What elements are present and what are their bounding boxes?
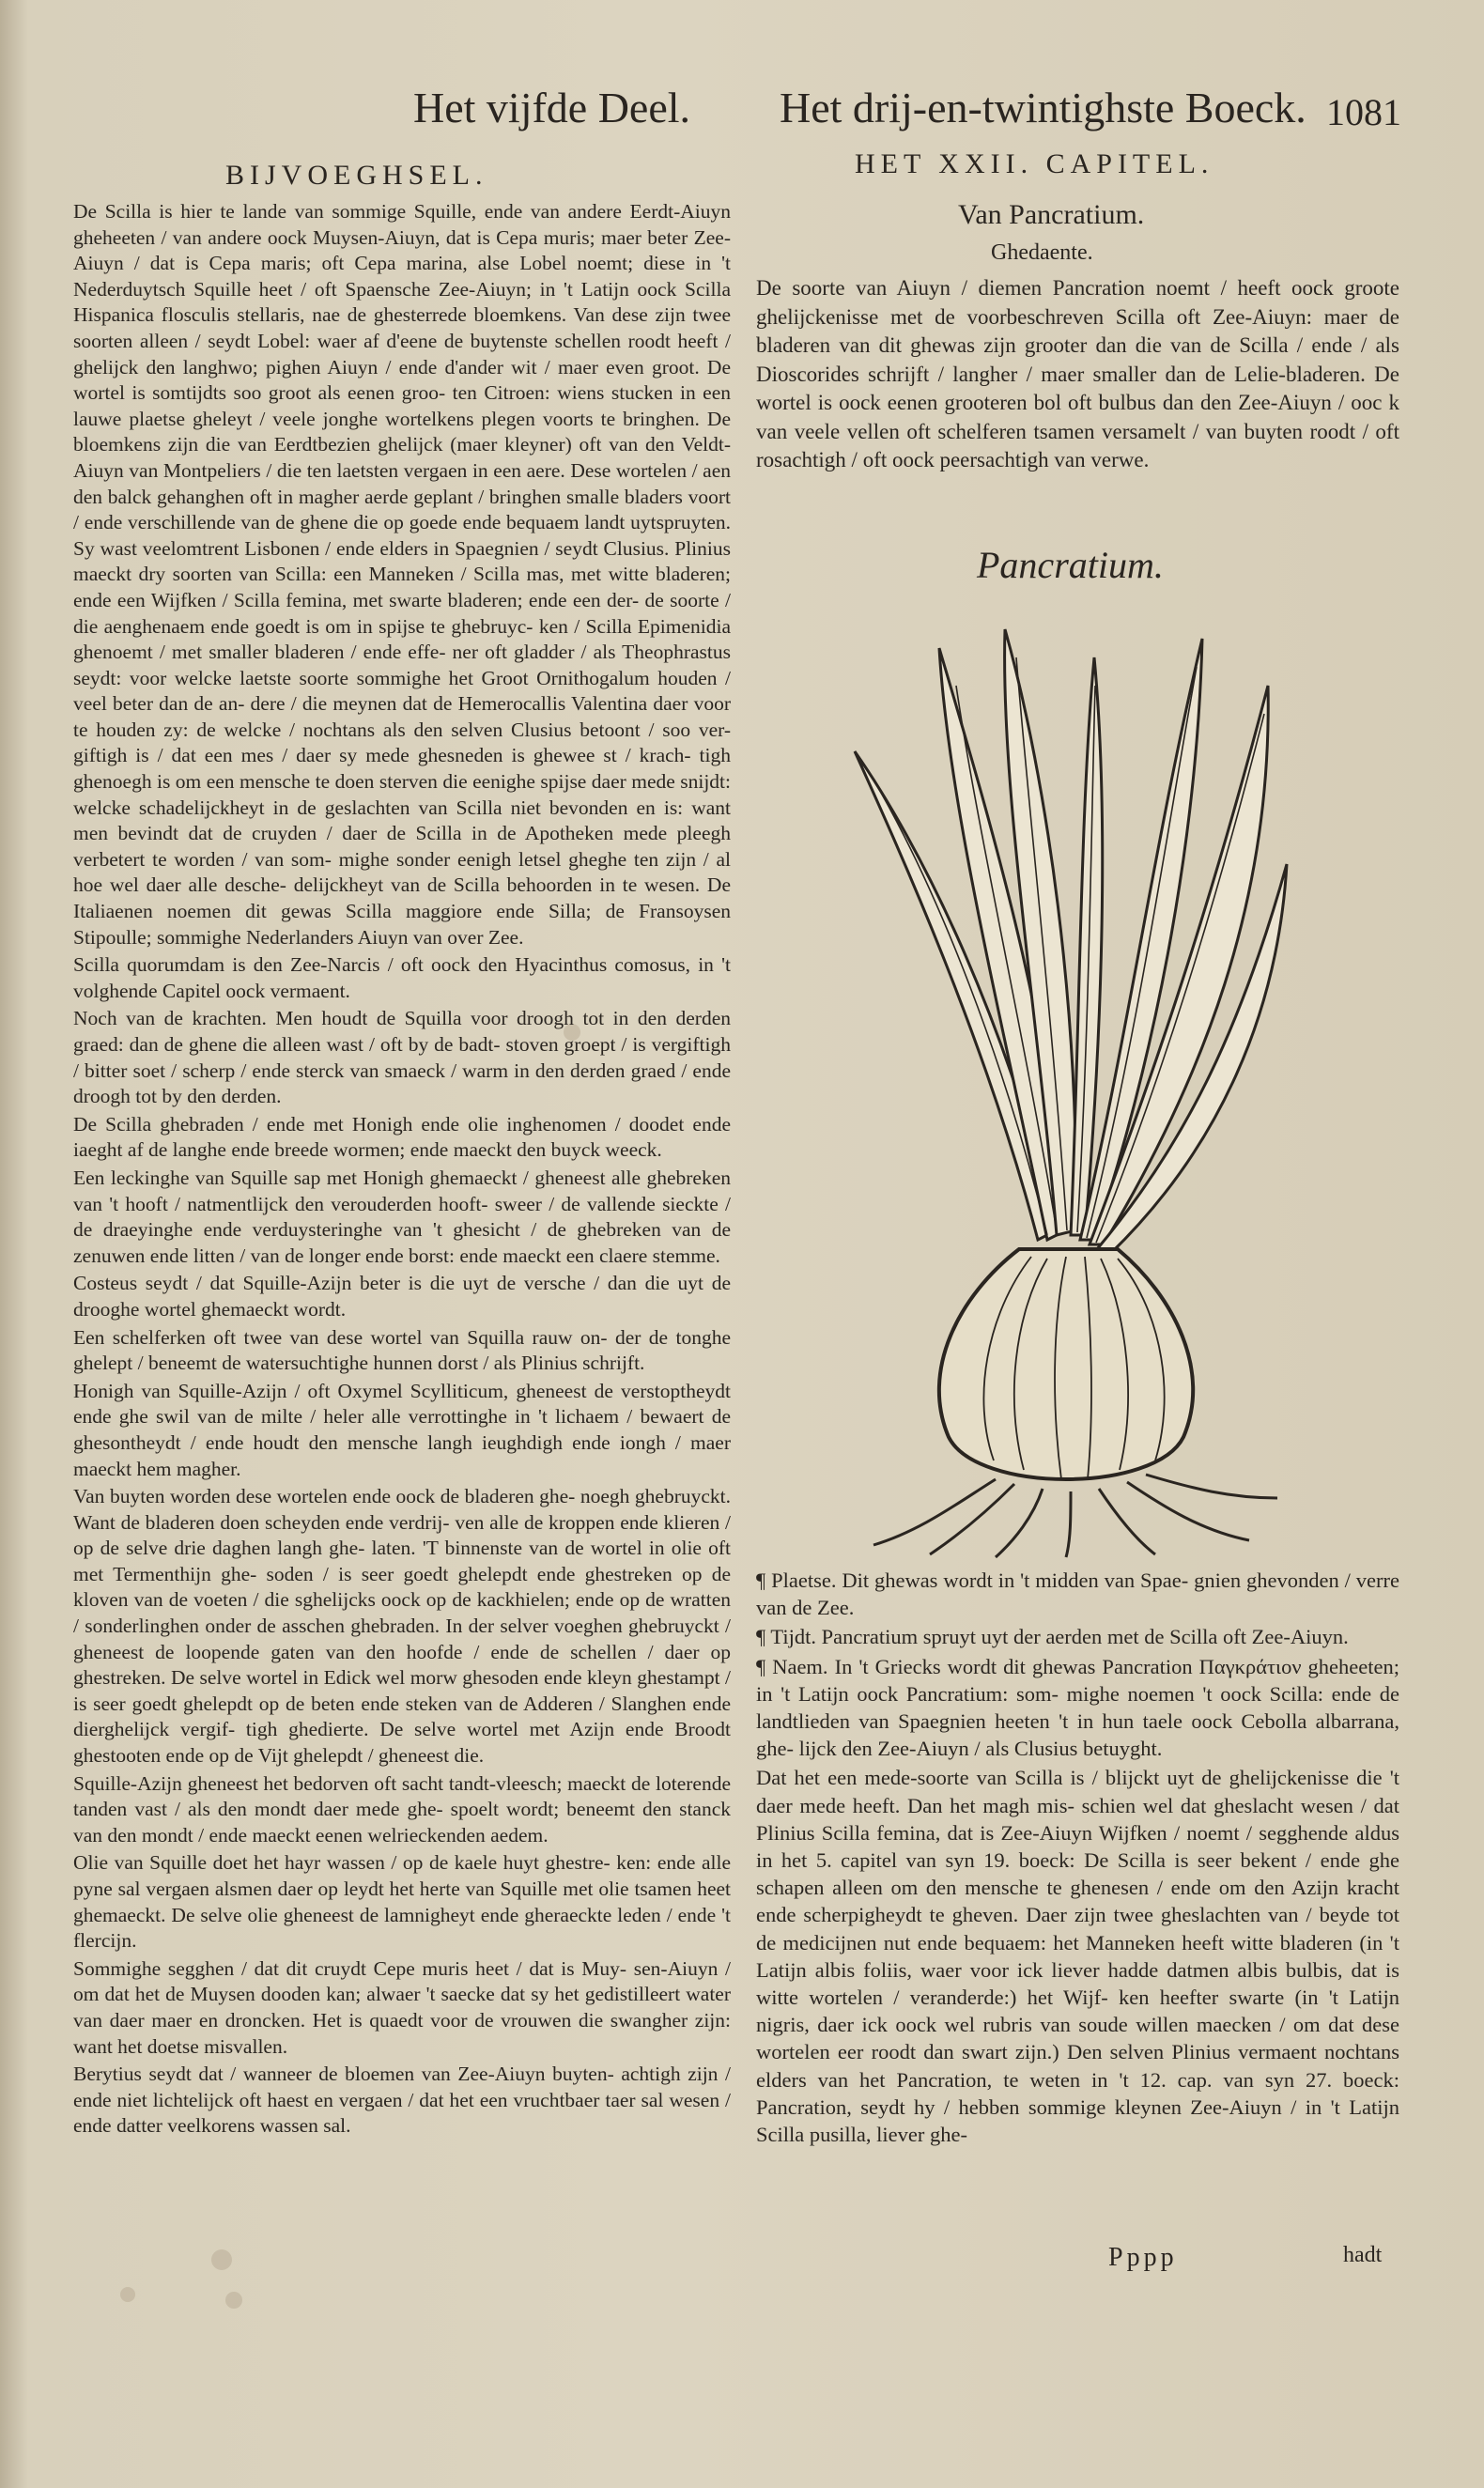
paragraph: Costeus seydt / dat Squille-Azijn beter is die uyt de versche / dan die uyt de drooghe wortel ghemaeckt wordt. xyxy=(73,1272,731,1321)
foxing-stain xyxy=(225,2292,242,2309)
paragraph: De Scilla ghebraden / ende met Honigh ende olie inghenomen / doodet ende iaeght af de langhe ende breede wormen; ende maeckt den buyck weeck. xyxy=(73,1112,731,1162)
section-heading: Ghedaente. xyxy=(991,240,1093,265)
illustration-caption: Pancratium. xyxy=(977,544,1164,586)
paragraph: Squille-Azijn gheneest het bedorven oft sacht tandt-vleesch; maeckt de loterende tanden vast / als den mondt daer mede ghe- spoelt wordt; beneemt den stanck van den mondt / ende maeckt eenen welrieckenden aedem. xyxy=(73,1771,731,1847)
paragraph: Een leckinghe van Squille sap met Honigh ghemaeckt / gheneest alle ghebreken van 't hooft / natmentlijck den verouderden hooft- sweer / de vallende sieckte / de draeyinghe ende verduysteringhe van 't ghesicht / de ghebreken van de zenuwen ende litten / van de longer ende borst: ende maeckt een claere stemme. xyxy=(73,1166,731,1267)
paragraph: ¶ Tijdt. Pancratium spruyt uyt der aerden met de Scilla oft Zee-Aiuyn. xyxy=(756,1625,1349,1649)
left-column-text xyxy=(73,199,731,2141)
foxing-stain xyxy=(120,2287,135,2302)
right-column-text xyxy=(756,1567,1399,2150)
paragraph: ¶ Naem. In 't Griecks wordt dit ghewas Pancration Παγκράτιον gheheeten; in 't Latijn oock Pancratium: som- mighe noemen 't oock Scilla: ende de landtlieden van Spaegnien heeten 't in hun taele oock Cebolla albarrana, ghe- lijck den Zee-Aiuyn / als Clusius betuyght. xyxy=(756,1654,1399,1761)
page-number: 1081 xyxy=(1326,91,1401,133)
description-paragraph: De soorte van Aiuyn / diemen Pancration noemt / heeft oock groote ghelijckenisse met de voorbeschreven Scilla oft Zee-Aiuyn: maer de bladeren van dit ghewas zijn grooter dan die van de Scilla / ende / als Dioscorides schrijft / langher / maer smaller dan de Lelie-bladeren. De wortel is oock eenen grooteren bol oft bulbus dan den Zee-Aiuyn / ooc k van veele vellen oft schelferen tsamen versamelt / van buyten roodt / oft rosachtigh / oft oock peersachtigh van verwe. xyxy=(756,276,1399,471)
signature-mark: Pppp xyxy=(1108,2243,1178,2272)
paragraph: Noch van de krachten. Men houdt de Squilla voor droogh tot in den derden graed: dan de ghene die alleen wast / oft by de badt- stoven groept / is vergiftigh / bitter soet / scherp / ende sterck van smaeck / warm in den derden graed / ende droogh tot by den derden. xyxy=(73,1007,731,1108)
paragraph: Olie van Squille doet het hayr wassen / op de kaele huyt ghestre- ken: ende alle pyne sal vergaen alsmen daer op leydt het herte van Squille met olie tsamen heet ghemaeckt. De selve olie gheneest de lamnigheyt ende gheraeckte leden / ende 't flercijn. xyxy=(73,1851,731,1953)
paragraph: Berytius seydt dat / wanneer de bloemen van Zee-Aiuyn buyten- achtigh zijn / ende niet lichtelijck oft haest en vergaen / dat het een vruchtbaer taer sal wesen / ende datter veelkorens wassen sal. xyxy=(73,2063,731,2138)
description-text xyxy=(756,274,1399,477)
running-header-left: Het vijfde Deel. xyxy=(413,84,691,131)
paragraph: Honigh van Squille-Azijn / oft Oxymel Scylliticum, gheneest de verstoptheydt ende ghe swil van de milte / heler alle verrottinghe in 't lichaem / bewaert de ghesontheydt / ende houdt den mensche langh ieughdigh ende iongh / maer maeckt hem magher. xyxy=(73,1379,731,1480)
chapter-title: HET XXII. CAPITEL. xyxy=(855,148,1214,179)
catchword: hadt xyxy=(1343,2243,1383,2267)
paragraph: ¶ Plaetse. Dit ghewas wordt in 't midden van Spae- gnien ghevonden / verre van de Zee. xyxy=(756,1569,1399,1620)
paragraph: De Scilla is hier te lande van sommige Squille, ende van andere Eerdt-Aiuyn gheheeten / van andere oock Muysen-Aiuyn, dat is Cepa muris; maer beter Zee-Aiuyn / dat is Cepa maris; oft Cepa marina, alse Lobel noemt; diese in 't Nederduytsch Squille heet / oft Spaensche Zee-Aiuyn; in 't Latijn oock Scilla Hispanica flosculis stellaris, nae de ghesterrede bloemkens. Van dese zijn twee soorten alleen / seydt Lobel: waer af d'eene de buytenste schellen roodt heeft / ghelijck den langhwo; pighen Aiuyn / ende d'ander wit / maer even groot. De wortel is somtijdts soo groot als eenen groo- ten Citroen: wiens stucken in een lauwe plaetse gheleyt / veele jonghe wortelkens plegen voorts te bringhen. De bloemkens zijn die van Eerdtbezien ghelijck (maer kleyner) oft van den Veldt-Aiuyn van Montpeliers / die ten laetsten vergaen in een aere. Dese wortelen / aen den balck gehanghen oft in magher aerde geplant / bringhen smalle bladers voort / ende verschillende van de ghene die op goede ende bequaem landt uytspruyten. Sy wast veelomtrent Lisbonen / ende elders in Spaegnien / seydt Clusius. Plinius maeckt dry soorten van Scilla: een Manneken / Scilla mas, met witte bladeren; ende een Wijfken / Scilla femina, met swarte bladeren; ende een der- de soorte / die aenghenaem ende goedt is om in spijse te ghebruyc- ken / Scilla Epimenidia ghenoemt / met smaller bladeren / ende effe- ner oft gladder / als Theophrastus seydt: voor welcke laetste soorte sommighe het Groot Ornithogalum houden / veel beter dan de an- dere / die meynen dat de Hemerocallis Valentina daer voor te houden zy: de welcke / nochtans als den selven Clusius betoont / soo ver- giftigh is / dat een mes / daer sy mede ghesneden is ghewee st / krach- tigh ghenoegh is om een mensche te doen sterven die eenighe spijse daer mede snijdt: welcke schadelijckheyt in de geslachten van Scilla niet bevonden en is: want men bevindt dat de cruyden / daer de Scilla in de Apotheken mede pleegh verbetert te worden / van som- mighe sonder eenigh letsel gheghe ten zijn / al hoe wel daer alle desche- delijckheyt van de Scilla behoorden in te wesen. De Italiaenen noemen dit gewas Scilla maggiore ende Silla; de Fransoysen Stipoulle; sommighe Nederlanders Aiuyn van over Zee. xyxy=(73,200,731,949)
paragraph: Dat het een mede-soorte van Scilla is / blijckt uyt de ghelijckenisse die 't daer mede heeft. Dan het magh mis- schien wel dat gheslacht wesen / dat Plinius Scilla femina, dat is Zee-Aiuyn Wijfken / noemt / segghende aldus in het 5. capitel van syn 19. boeck: De Scilla is seer bekent / ende ghe schapen alleen om den mensche te ghenesen / ende om den Azijn kracht ende scherpigheydt te gheven. Daer zijn twee gheslachten van / beyde tot de medicijnen nut ende bequaem: het Manneken heeft witte bladeren (in 't Latijn albis foliis, waer voor ick liever hadde datmen albis bulbis, dat is witte wortelen / veranderde:) het Wijf- ken heefter swarte (in 't Latijn nigris, daer ick oock wel rubris van soude willen maecken / om dat dese wortelen eer roodt dan swart zijn.) Den selven Plinius vermaent nochtans elders van het Pancration, te weten in 't 12. cap. van syn 27. boeck: Pancration, seydt hy / hebben sommige kleynen Zee-Aiuyn / in 't Latijn Scilla pusilla, liever ghe- xyxy=(756,1766,1399,2147)
paragraph: Scilla quorumdam is den Zee-Narcis / oft oock den Hyacinthus comosus, in 't volghende Capitel oock vermaent. xyxy=(73,953,731,1002)
pancratium-woodcut-illustration xyxy=(845,620,1296,1559)
foxing-stain xyxy=(211,2249,232,2270)
chapter-subtitle: Van Pancratium. xyxy=(958,199,1145,230)
paragraph: Sommighe segghen / dat dit cruydt Cepe muris heet / dat is Muy- sen-Aiuyn / om dat het de Muysen dooden kan; alwaer 't saecke dat sy het gedistilleert water van daer maer en droncken. Het is quaedt voor de vrouwen die swangher zijn: want het doetse misvallen. xyxy=(73,1956,731,2058)
paragraph: Van buyten worden dese wortelen ende oock de bladeren ghe- noegh ghebruyckt. Want de bladeren doen scheyden ende verdrij- ven alle de kroppen ende klieren / op de selve drie daghen langh ghe- laten. 'T binnenste van de wortel in olie oft met Termenthijn ghe- soden / is seer goedt ghelepdt ende ghestreken op de kloven van de voeten / die sghelijcks oock op de kackhielen; ende op de wratten / sonderlinghen onder de asschen ghebraden. In der selver voeghen ghebruyckt / gheneest de loopende gaten van den hoofde / ende de schellen / daer op ghestreken. De selve wortel in Edick wel morw ghesoden ende kleyn ghestampt / is seer goedt ghelepdt op de beten ende steken van de Adderen / Slanghen ende dierghelijck vergif- tigh ghedierte. De selve wortel met Azijn ende Broodt ghestooten ende op de Vijt ghelepdt / gheneest die. xyxy=(73,1485,731,1768)
left-column-title: BIJVOEGHSEL. xyxy=(225,160,488,191)
running-header-center: Het drij-en-twintighste Boeck. xyxy=(780,84,1306,131)
paragraph: Een schelferken oft twee van dese wortel van Squilla rauw on- der de tonghe ghelept / beneemt de watersuchtighe hunnen dorst / als Plinius schrijft. xyxy=(73,1325,731,1375)
